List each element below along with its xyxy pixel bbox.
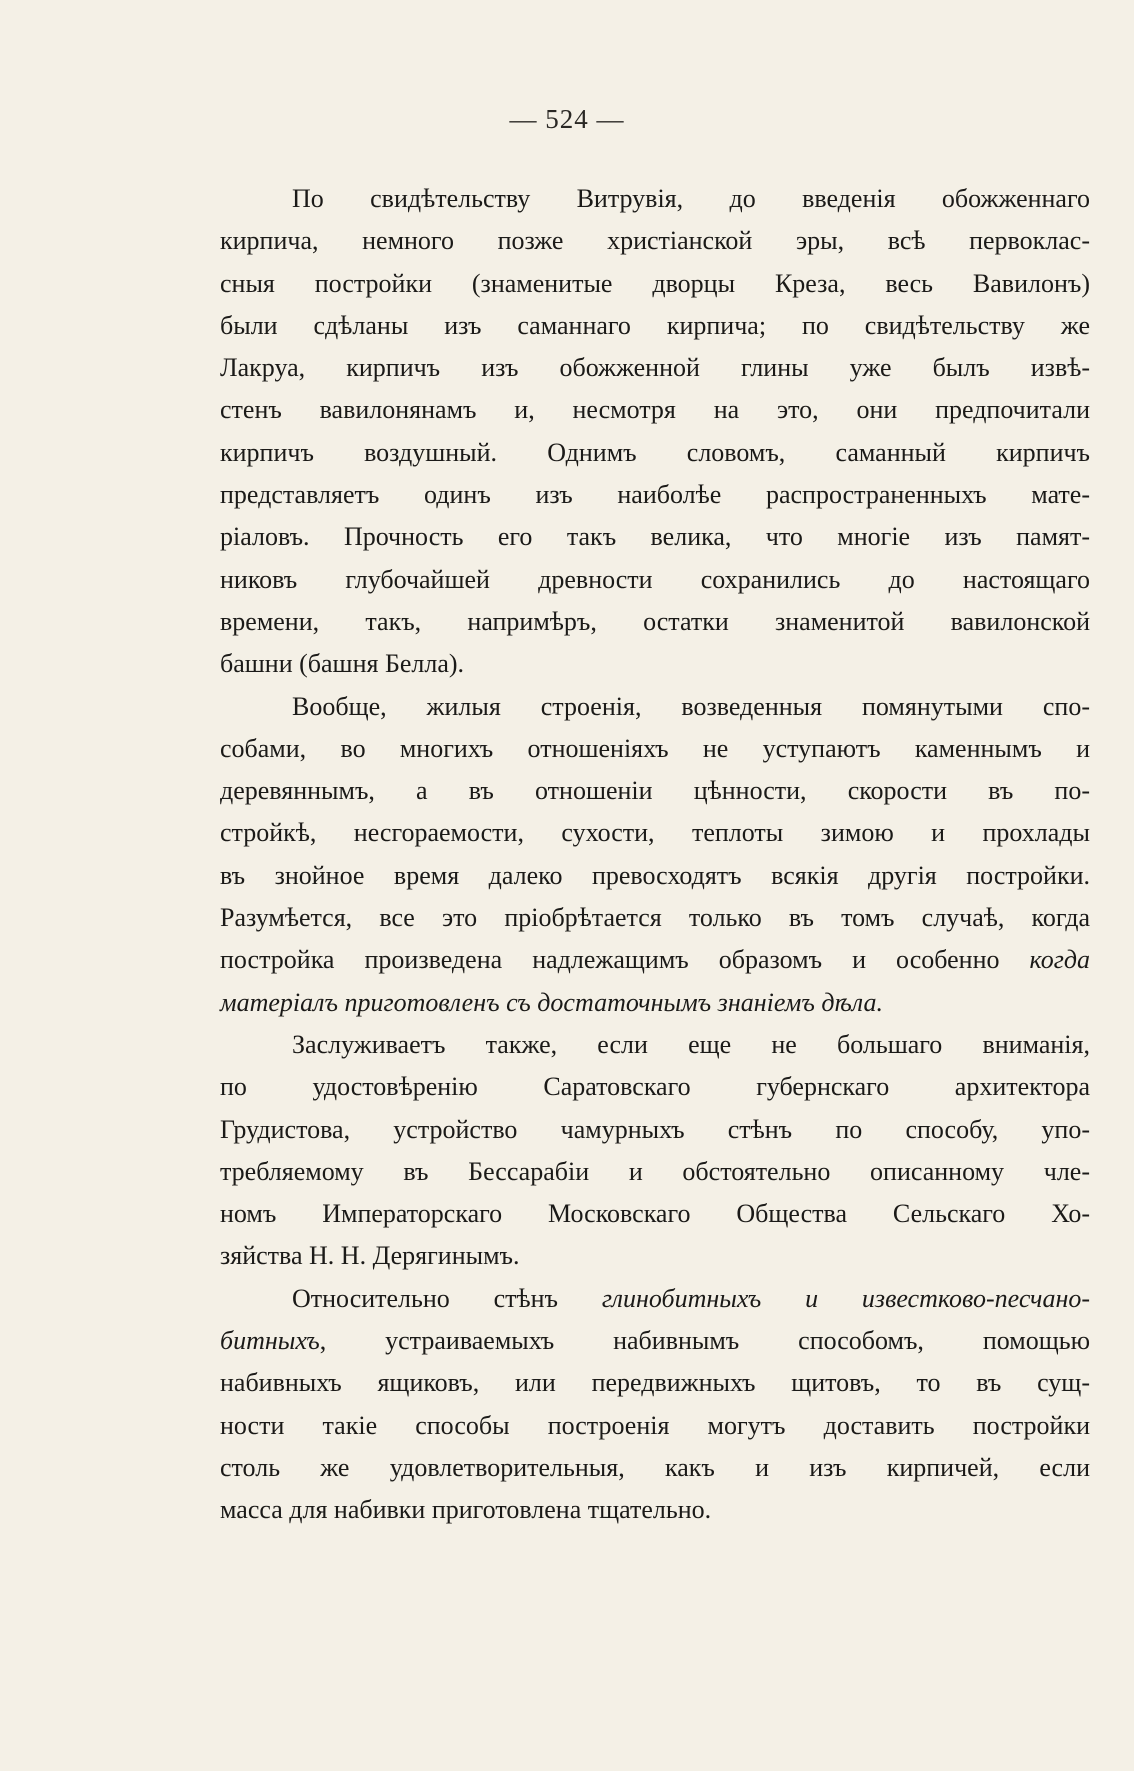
text-line: были сдѣланы изъ саманнаго кирпича; по свидѣтельству же [220,310,1090,340]
page-number: — 524 — [509,104,625,134]
text-line: требляемому въ Бессарабіи и обстоятельно описанному чле- [220,1156,1090,1186]
text-span: , устраиваемыхъ набивнымъ способомъ, помощью [319,1326,1090,1356]
text-span: постройка произведена надлежащимъ образомъ и особенно [220,945,1030,975]
text-line: деревяннымъ, а въ отношеніи цѣнности, скорости въ по- [220,776,1090,806]
text-line: по удостовѣренію Саратовскаго губернскаго архитектора [220,1072,1090,1102]
text-line: собами, во многихъ отношеніяхъ не уступаютъ каменнымъ и [220,733,1090,763]
text-line: набивныхъ ящиковъ, или передвижныхъ щитовъ, то въ сущ- [220,1368,1090,1398]
paragraph-1 [220,178,1090,686]
italic-span: битныхъ [220,1326,320,1356]
text-line: стенъ вавилонянамъ и, несмотря на это, они предпочитали [220,395,1090,425]
text-line: времени, такъ, напримѣръ, остатки знаменитой вавилонской [220,606,1090,636]
text-line: кирпича, немного позже христіанской эры, всѣ первоклас- [220,226,1090,256]
italic-span: когда [1029,945,1090,975]
text-span: Относительно стѣнъ [292,1283,602,1313]
text-line: По свидѣтельству Витрувія, до введенія обожженнаго [292,184,1090,213]
text-line: въ знойное время далеко превосходятъ всякія другія постройки. [220,860,1090,890]
text-line: Разумѣется, все это пріобрѣтается только въ томъ случаѣ, когда [220,903,1090,933]
text-line [220,1278,1090,1320]
text-line: кирпичъ воздушный. Однимъ словомъ, саманный кирпичъ [220,437,1090,467]
text-line: ности такіе способы построенія могутъ доставить постройки [220,1410,1090,1440]
paragraph-4 [220,1278,1090,1532]
text-line: представляетъ одинъ изъ наиболѣе распространенныхъ мате- [220,480,1090,510]
text-line: Вообще, жилыя строенія, возведенныя помянутыми спо- [292,691,1090,721]
paragraph-2 [220,686,1090,1024]
text-line: номъ Императорскаго Московскаго Общества Сельскаго Хо- [220,1199,1090,1229]
text-line: башни (башня Белла). [220,649,465,679]
text-line: столь же удовлетворительныя, какъ и изъ кирпичей, если [220,1452,1090,1482]
text-line: масса для набивки приготовлена тщательно. [220,1495,712,1525]
text-line-italic: матеріалъ приготовленъ съ достаточнымъ знаніемъ дѣла. [220,987,883,1017]
text-line: Грудистова, устройство чамурныхъ стѣнъ по способу, упо- [220,1114,1090,1144]
text-line [220,939,1090,981]
text-line: Заслуживаетъ также, если еще не большаго вниманія, [292,1029,1090,1059]
text-line: стройкѣ, несгораемости, сухости, теплоты зимою и прохлады [220,818,1090,848]
paragraph-3 [220,1024,1090,1278]
text-line: ріаловъ. Прочность его такъ велика, что многіе изъ памят- [220,522,1090,552]
text-line: никовъ глубочайшей древности сохранились до настоящаго [220,564,1090,594]
text-line [220,1320,1090,1362]
text-line: Лакруа, кирпичъ изъ обожженной глины уже былъ извѣ- [220,353,1090,383]
text-line: зяйства Н. Н. Дерягинымъ. [220,1241,520,1271]
italic-span: глинобитныхъ и известково-песчано- [601,1283,1091,1313]
text-line: сныя постройки (знаменитые дворцы Креза, весь Вавилонъ) [220,268,1090,298]
body-text [220,178,1090,1532]
